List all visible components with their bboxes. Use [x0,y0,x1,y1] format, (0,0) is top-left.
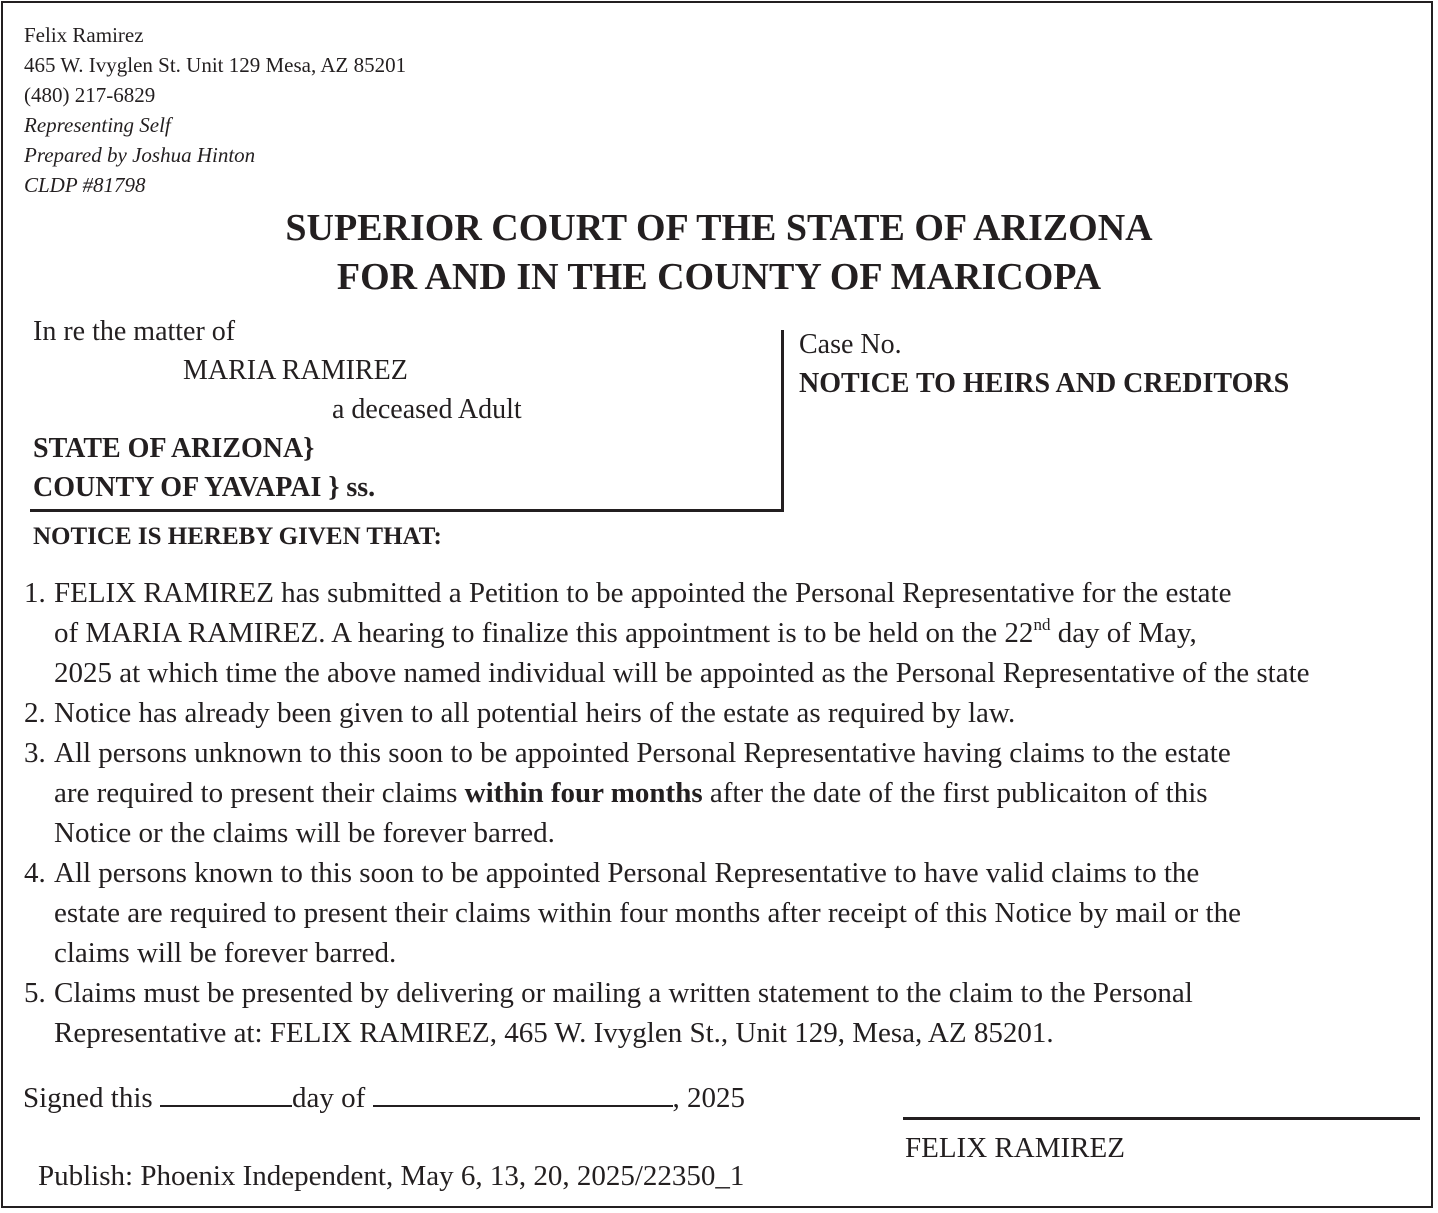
caption-county [33,468,375,507]
item-number: 2. [24,697,46,729]
emphasis-text: within four months [464,777,703,809]
notice-item-4 [24,853,1424,973]
month-blank[interactable] [373,1079,673,1107]
notice-item-3 [24,733,1424,853]
filer-prepared-by: Prepared by Joshua Hinton [24,143,256,167]
item-text-line: All persons known to this soon to be appointed Personal Representative to have valid claims to the [54,857,1200,889]
case-number-label: Case No. [799,329,902,360]
item-text-line: Representative at: FELIX RAMIREZ, 465 W. Ivyglen St., Unit 129, Mesa, AZ 85201. [54,1017,1054,1049]
caption-decedent-desc: a deceased Adult [332,394,522,425]
document-title: NOTICE TO HEIRS AND CREDITORS [799,368,1290,399]
caption-horizontal-rule [30,509,784,512]
publish-info: Publish: Phoenix Independent, May 6, 13, 20, 2025/22350_1 [38,1160,745,1192]
item-number: 4. [24,857,46,889]
day-of-label: day of [291,1082,373,1114]
item-number: 5. [24,977,46,1009]
ordinal-superscript: nd [1033,615,1051,634]
signature-line[interactable] [903,1117,1420,1120]
item-text-line [54,613,1424,653]
notice-items [24,573,1424,1053]
item-text-line: FELIX RAMIREZ has submitted a Petition to be appointed the Personal Representative for the estate [54,577,1232,609]
court-title-line2: FOR AND IN THE COUNTY OF MARICOPA [336,256,1102,298]
court-title-line1: SUPERIOR COURT OF THE STATE OF ARIZONA [285,207,1153,249]
signed-year: , 2025 [672,1082,745,1114]
signer-name: FELIX RAMIREZ [905,1132,1125,1164]
day-blank[interactable] [160,1079,292,1107]
caption-county-name: COUNTY OF YAVAPAI [33,472,322,503]
item-text-line: estate are required to present their claims within four months after receipt of this Notice by mail or the [54,897,1241,929]
filer-cldp: CLDP #81798 [24,173,146,197]
caption-county-ss: } ss. [328,472,376,503]
caption-decedent: MARIA RAMIREZ [183,355,408,386]
item-text-segment: day of May, [1050,617,1197,649]
filer-block [24,20,406,200]
item-text-line [54,773,1424,813]
item-text-line: Claims must be presented by delivering or mailing a written statement to the claim to the Personal [54,977,1193,1009]
caption-vertical-rule [781,330,784,512]
signed-date-line [23,1078,745,1118]
filer-address: 465 W. Ivyglen St. Unit 129 Mesa, AZ 85201 [24,53,407,77]
item-text-line: 2025 at which time the above named individual will be appointed as the Personal Representative of the state [54,657,1310,689]
item-text-line: Notice or the claims will be forever barred. [54,817,555,849]
item-text-line: All persons unknown to this soon to be appointed Personal Representative having claims to the estate [54,737,1231,769]
item-text-segment: after the date of the first publicaiton of this [702,777,1208,809]
item-text-segment: of MARIA RAMIREZ. A hearing to finalize this appointment is to be held on the 22 [54,617,1034,649]
filer-representing: Representing Self [24,113,171,137]
item-text-line: claims will be forever barred. [54,937,397,969]
notice-heading: NOTICE IS HEREBY GIVEN THAT: [33,523,442,550]
item-number: 3. [24,737,46,769]
caption-state: STATE OF ARIZONA} [33,433,315,464]
signed-this-label: Signed this [23,1082,160,1114]
notice-item-1 [24,573,1424,693]
item-number: 1. [24,577,46,609]
item-text-segment: are required to present their claims [54,777,465,809]
filer-name: Felix Ramirez [24,23,144,47]
notice-item-2 [24,693,1424,733]
caption-matter-of: In re the matter of [33,316,236,347]
item-text-line: Notice has already been given to all potential heirs of the estate as required by law. [54,697,1016,729]
filer-phone: (480) 217-6829 [24,83,156,107]
notice-item-5 [24,973,1424,1053]
